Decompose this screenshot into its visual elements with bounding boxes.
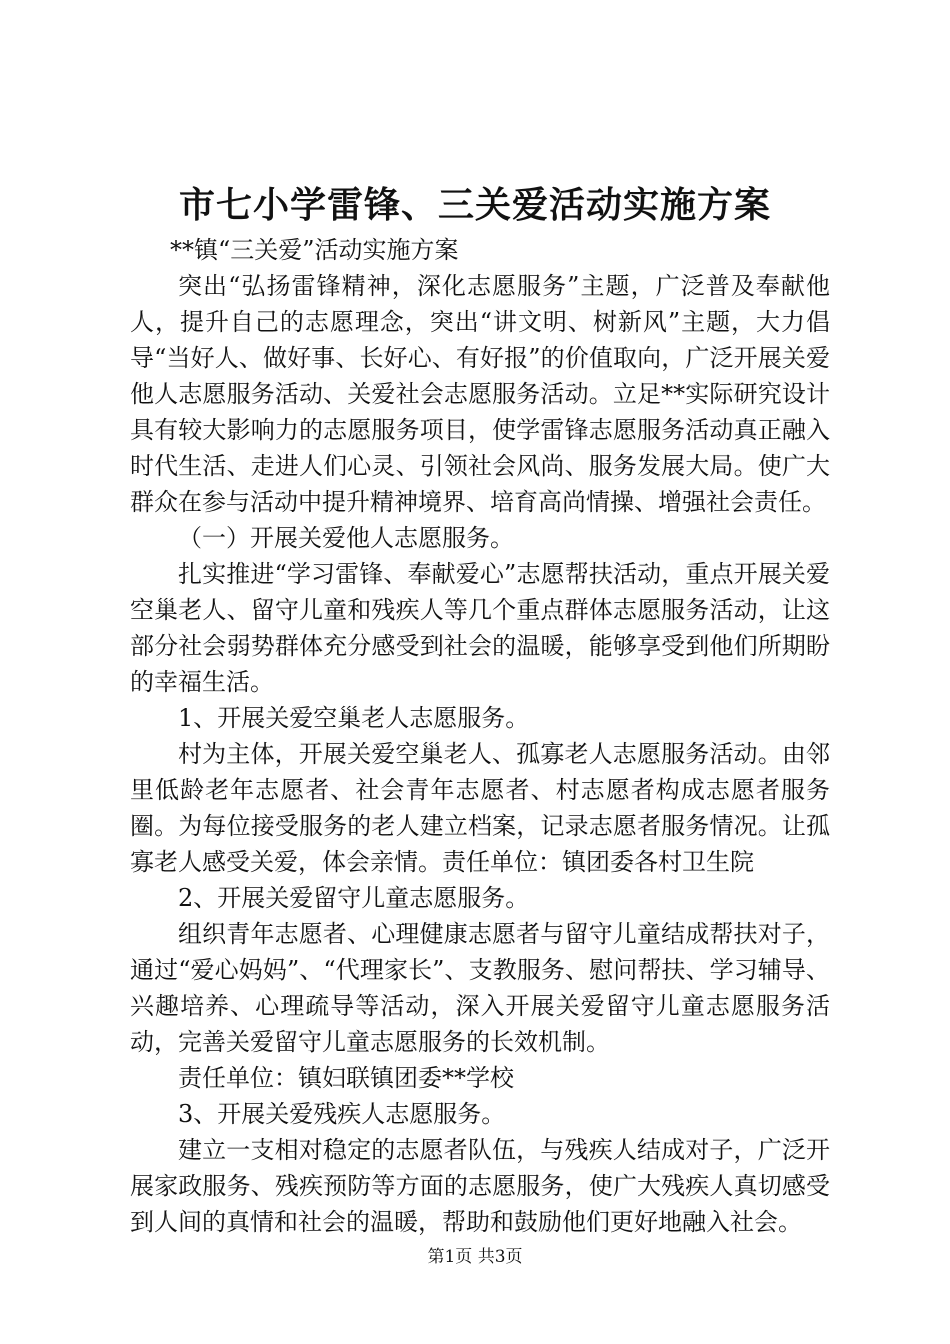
responsibility-line: 责任单位：镇妇联镇团委**学校 <box>178 1064 514 1092</box>
item-heading: 2、开展关爱留守儿童志愿服务。 <box>178 884 530 912</box>
item-heading: 1、开展关爱空巢老人志愿服务。 <box>178 704 530 732</box>
body-paragraph: 组织青年志愿者、心理健康志愿者与留守儿童结成帮扶对子，通过“爱心妈妈”、“代理家长”、支教服务、慰问帮扶、学习辅导、兴趣培养、心理疏导等活动，深入开展关爱留守儿童志愿服务活动，完善关爱留守儿童志愿服务的长效机制。 <box>130 920 830 1056</box>
page-number: 第1页 共3页 <box>427 1247 523 1267</box>
body-paragraph: 突出“弘扬雷锋精神，深化志愿服务”主题，广泛普及奉献他人，提升自己的志愿理念，突出“讲文明、树新风”主题，大力倡导“当好人、做好事、长好心、有好报”的价值取向，广泛开展关爱他人志愿服务活动、关爱社会志愿服务活动。立足**实际研究设计具有较大影响力的志愿服务项目，使学雷锋志愿服务活动真正融入时代生活、走进人们心灵、引领社会风尚、服务发展大局。使广大群众在参与活动中提升精神境界、培育高尚情操、增强社会责任。 <box>130 272 830 516</box>
body-paragraph: 扎实推进“学习雷锋、奉献爱心”志愿帮扶活动，重点开展关爱空巢老人、留守儿童和残疾人等几个重点群体志愿服务活动，让这部分社会弱势群体充分感受到社会的温暖，能够享受到他们所期盼的幸福生活。 <box>130 560 830 696</box>
section-heading: （一）开展关爱他人志愿服务。 <box>178 524 514 552</box>
document-body <box>130 232 830 1240</box>
body-paragraph: 村为主体，开展关爱空巢老人、孤寡老人志愿服务活动。由邻里低龄老年志愿者、社会青年志愿者、村志愿者构成志愿者服务圈。为每位接受服务的老人建立档案，记录志愿者服务情况。让孤寡老人感受关爱，体会亲情。责任单位：镇团委各村卫生院 <box>130 740 830 876</box>
item-heading: 3、开展关爱残疾人志愿服务。 <box>178 1100 506 1128</box>
body-paragraph: 建立一支相对稳定的志愿者队伍，与残疾人结成对子，广泛开展家政服务、残疾预防等方面的志愿服务，使广大残疾人真切感受到人间的真情和社会的温暖，帮助和鼓励他们更好地融入社会。 <box>130 1136 830 1236</box>
document-title: 市七小学雷锋、三关爱活动实施方案 <box>178 184 771 226</box>
subtitle-paragraph: **镇“三关爱”活动实施方案 <box>170 236 459 264</box>
